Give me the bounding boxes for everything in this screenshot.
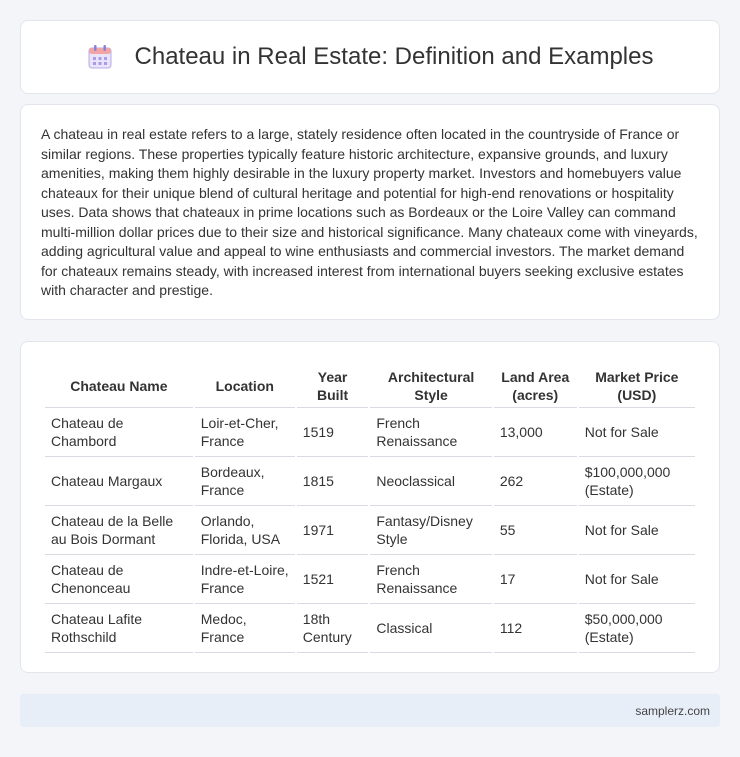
- table-cell: Fantasy/Disney Style: [370, 506, 491, 555]
- table-cell: Classical: [370, 604, 491, 653]
- table-cell: $100,000,000 (Estate): [579, 457, 695, 506]
- table-card: [20, 341, 720, 673]
- column-header: Architectural Style: [370, 362, 491, 408]
- table-row: [45, 408, 695, 457]
- table-cell: Chateau de Chenonceau: [45, 555, 193, 604]
- table-cell: 1815: [297, 457, 369, 506]
- table-cell: Loir-et-Cher, France: [195, 408, 295, 457]
- table-row: [45, 506, 695, 555]
- table-cell: 1971: [297, 506, 369, 555]
- table-header-row: [45, 362, 695, 408]
- column-header: Land Area (acres): [494, 362, 577, 408]
- table-cell: 18th Century: [297, 604, 369, 653]
- table-row: [45, 555, 695, 604]
- table-cell: Not for Sale: [579, 506, 695, 555]
- calendar-icon: [87, 44, 113, 70]
- chateau-table: [43, 362, 697, 653]
- table-cell: Chateau de la Belle au Bois Dormant: [45, 506, 193, 555]
- table-cell: Chateau Margaux: [45, 457, 193, 506]
- table-cell: 262: [494, 457, 577, 506]
- table-cell: French Renaissance: [370, 555, 491, 604]
- column-header: Chateau Name: [45, 362, 193, 408]
- table-cell: 17: [494, 555, 577, 604]
- description-text: A chateau in real estate refers to a large, stately residence often located in the countryside of France or similar regions. These properties typically feature historic architecture, expansive grounds, and luxury amenities, making them highly desirable in the luxury property market. Investors and homebuyers value chateaux for their unique blend of cultural heritage and potential for high-end renovations or hospitality uses. Data shows that chateaux in prime locations such as Bordeaux or the Loire Valley can command multi-million dollar prices due to their size and historical significance. Many chateaux come with vineyards, adding agricultural value and appeal to wine enthusiasts and commercial investors. The market demand for chateaux remains steady, with increased interest from international buyers seeking exclusive estates with character and prestige.: [41, 126, 698, 298]
- title-card: [20, 20, 720, 94]
- table-cell: 55: [494, 506, 577, 555]
- column-header: Market Price (USD): [579, 362, 695, 408]
- table-cell: 1521: [297, 555, 369, 604]
- table-cell: 112: [494, 604, 577, 653]
- table-row: [45, 604, 695, 653]
- column-header: Location: [195, 362, 295, 408]
- table-cell: $50,000,000 (Estate): [579, 604, 695, 653]
- table-cell: French Renaissance: [370, 408, 491, 457]
- table-cell: Bordeaux, France: [195, 457, 295, 506]
- table-cell: Orlando, Florida, USA: [195, 506, 295, 555]
- footer: [20, 694, 720, 727]
- table-cell: Not for Sale: [579, 408, 695, 457]
- table-cell: Medoc, France: [195, 604, 295, 653]
- table-cell: Chateau de Chambord: [45, 408, 193, 457]
- table-cell: Neoclassical: [370, 457, 491, 506]
- description-card: [20, 104, 720, 320]
- table-cell: Indre-et-Loire, France: [195, 555, 295, 604]
- table-row: [45, 457, 695, 506]
- column-header: Year Built: [297, 362, 369, 408]
- table-cell: 13,000: [494, 408, 577, 457]
- table-cell: Chateau Lafite Rothschild: [45, 604, 193, 653]
- page-title: Chateau in Real Estate: Definition and Examples: [134, 43, 654, 70]
- footer-site-link[interactable]: samplerz.com: [635, 703, 710, 718]
- table-cell: Not for Sale: [579, 555, 695, 604]
- table-cell: 1519: [297, 408, 369, 457]
